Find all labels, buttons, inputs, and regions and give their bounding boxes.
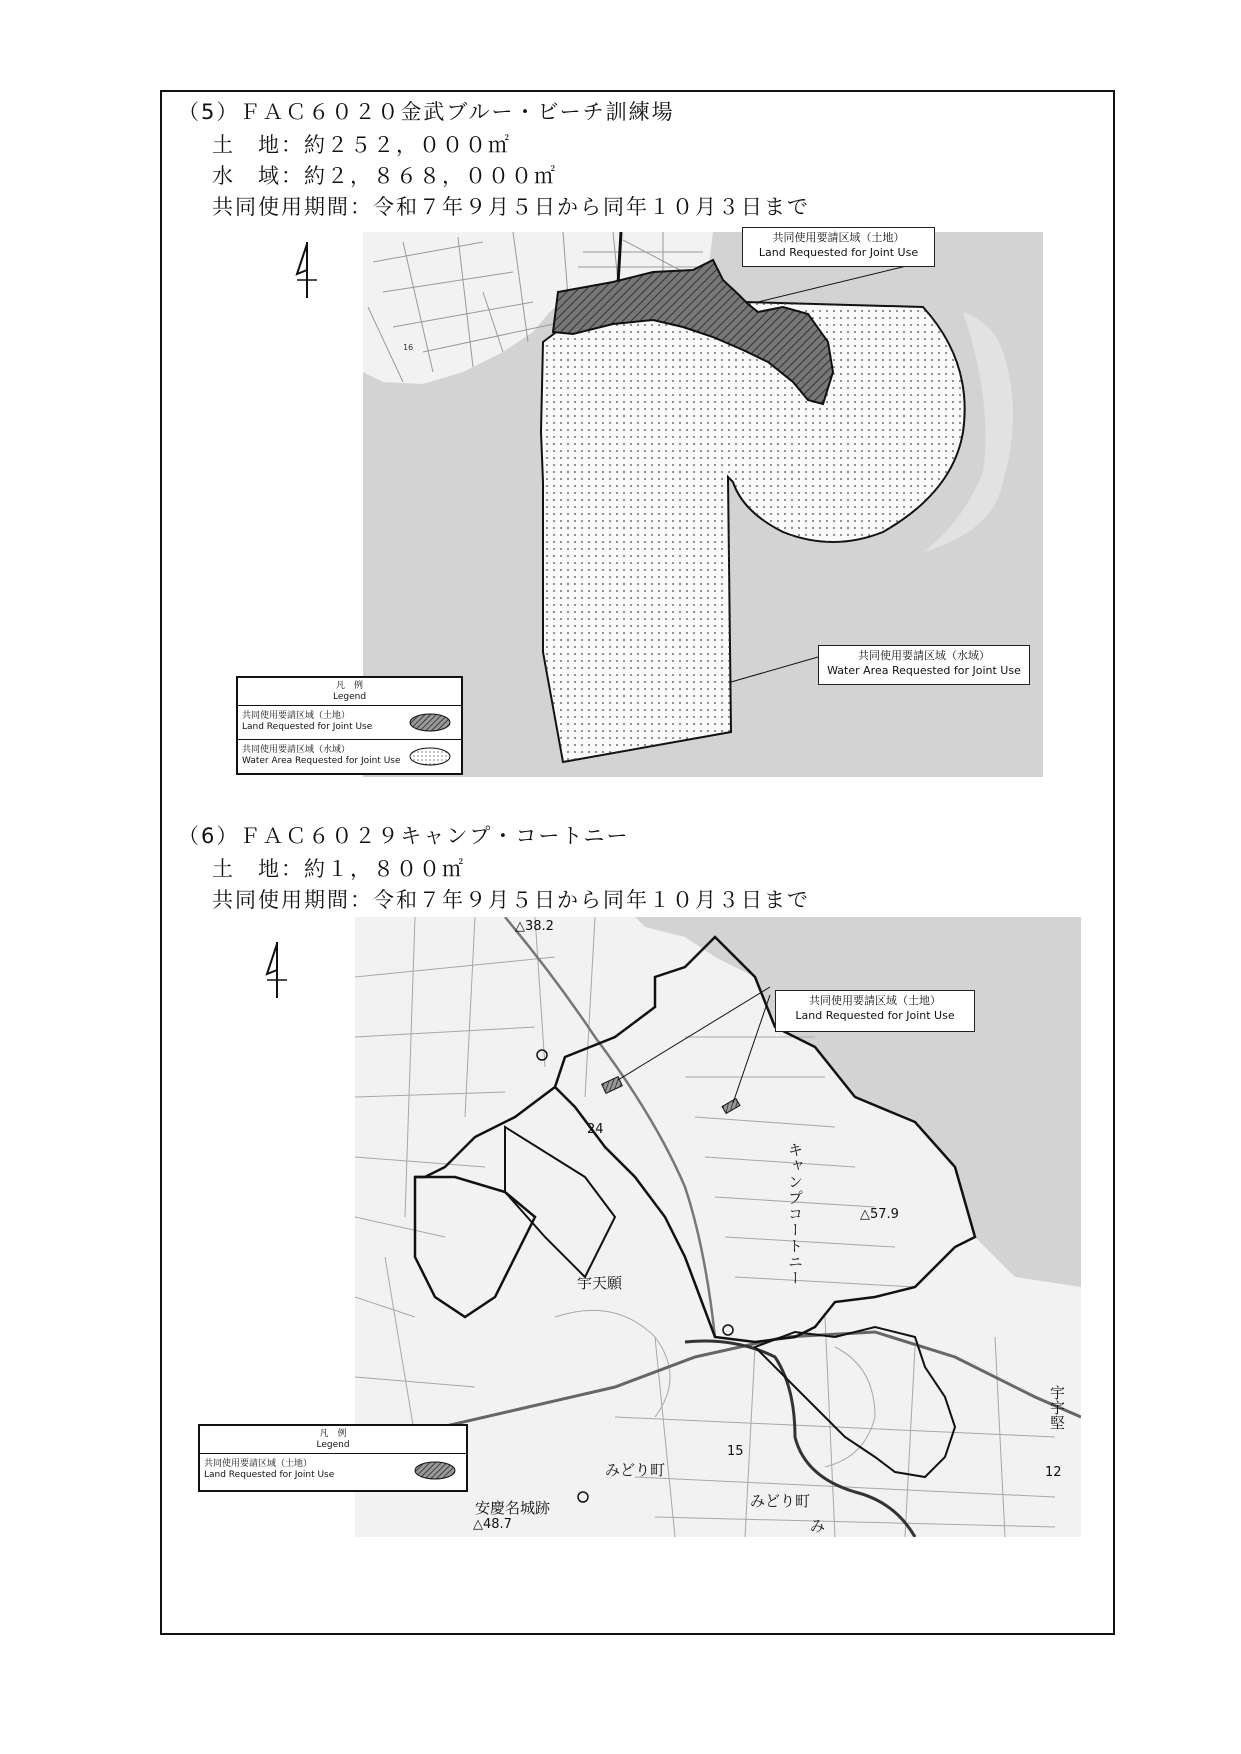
north-arrow-icon <box>292 240 322 300</box>
uten-place-label: 宇天願 <box>577 1274 623 1292</box>
ruins-label: 安慶名城跡 <box>475 1499 551 1517</box>
ukaja-place-label: 宇宇堅 <box>1048 1385 1066 1430</box>
hatched-swatch-icon <box>414 1461 456 1480</box>
legend-row-land: 共同使用要請区域（土地） Land Requested for Joint Use <box>200 1454 466 1488</box>
section5-period: 共同使用期間：令和７年９月５日から同年１０月３日まで <box>212 195 810 219</box>
section5-land-callout: 共同使用要請区域（土地） Land Requested for Joint Use <box>742 227 935 267</box>
section5-land-area: 土 地：約２５２，０００㎡ <box>212 133 511 157</box>
section6-heading: （6）ＦＡＣ６０２９キャンプ・コートニー <box>178 824 630 848</box>
midori-town-label-2: みどり町 <box>750 1492 811 1510</box>
dotted-swatch-icon <box>409 747 451 766</box>
midori-town-label: みどり町 <box>605 1461 666 1479</box>
section5-legend: 凡 例 Legend 共同使用要請区域（土地） Land Requested for Joint Use 共同使用要請区域（水域） Water Area Requested for Joint Use <box>236 676 463 775</box>
legend-row-water: 共同使用要請区域（水域） Water Area Requested for Joint Use <box>238 740 461 774</box>
camp-courtney-label: キャンプコートニー <box>786 1142 804 1286</box>
hatched-swatch-icon <box>409 713 451 732</box>
section6-land-area: 土 地：約１，８００㎡ <box>212 857 465 881</box>
elevation-48-label: △48.7 <box>473 1517 512 1532</box>
road-number-16: 16 <box>403 343 414 352</box>
road-15-label: 15 <box>727 1444 744 1459</box>
section6-period: 共同使用期間：令和７年９月５日から同年１０月３日まで <box>212 888 810 912</box>
road-12-label: 12 <box>1045 1465 1062 1480</box>
mi-place-label: み <box>810 1517 826 1535</box>
elevation-57-label: △57.9 <box>860 1207 899 1222</box>
section5-heading: （5）ＦＡＣ６０２０金武ブルー・ビーチ訓練場 <box>178 100 675 124</box>
legend-row-land: 共同使用要請区域（土地） Land Requested for Joint Use <box>238 706 461 740</box>
section5-map <box>363 232 1043 777</box>
section5-water-callout: 共同使用要請区域（水域） Water Area Requested for Joint Use <box>818 645 1030 685</box>
section6-land-callout: 共同使用要請区域（土地） Land Requested for Joint Use <box>775 990 975 1032</box>
section6-legend: 凡 例 Legend 共同使用要請区域（土地） Land Requested for Joint Use <box>198 1424 468 1492</box>
road-24-label: 24 <box>587 1122 604 1137</box>
north-arrow-icon <box>262 940 292 1000</box>
elevation-38-label: △38.2 <box>515 919 554 934</box>
section5-water-area: 水 域：約２，８６８，０００㎡ <box>212 164 557 188</box>
